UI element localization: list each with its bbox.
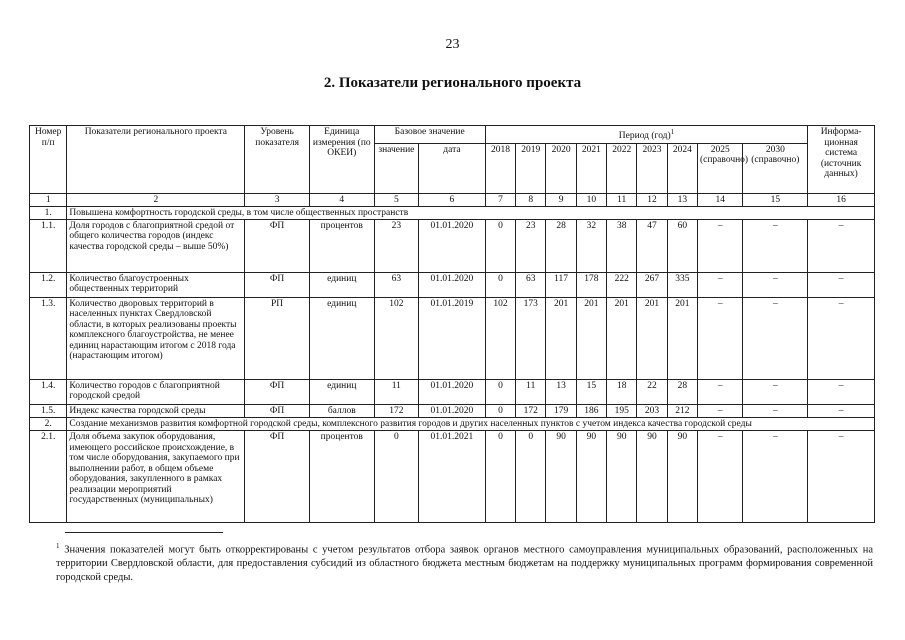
cell-y2019: 0 — [516, 431, 546, 523]
cell-y2030: – — [743, 219, 808, 272]
column-number: 9 — [546, 193, 576, 206]
cell-base-value: 172 — [374, 404, 418, 418]
cell-base-value: 63 — [374, 272, 418, 297]
indicator-name: Количество благоустроенных общественных территорий — [67, 272, 245, 297]
cell-level: ФП — [245, 379, 310, 404]
cell-y2022: 195 — [607, 404, 637, 418]
cell-unit: единиц — [309, 272, 374, 297]
cell-y2018: 102 — [485, 297, 515, 379]
cell-y2025: – — [697, 297, 742, 379]
column-number: 5 — [374, 193, 418, 206]
cell-level: ФП — [245, 272, 310, 297]
indicator-name: Доля городов с благоприятной средой от общего количества городов (индекс качества городской среды – выше 50%) — [67, 219, 245, 272]
footnote-number: 1 — [56, 542, 60, 550]
cell-y2022: 90 — [607, 431, 637, 523]
column-number: 1 — [30, 193, 67, 206]
cell-info: – — [808, 297, 875, 379]
cell-y2020: 90 — [546, 431, 576, 523]
cell-level: ФП — [245, 431, 310, 523]
section-title: Повышена комфортность городской среды, в том числе общественных пространств — [67, 206, 875, 219]
section-title: Создание механизмов развития комфортной городской среды, комплексного развития городов и других населенных пунктов с учетом индекса качества городской среды — [67, 418, 875, 431]
indicator-name: Количество дворовых территорий в населенных пунктах Свердловской области, в которых реализованы проекты комплексного благоустройства, не менее единиц нарастающим итогом с 2018 года (нарастающим итогом) — [67, 297, 245, 379]
footnote-text: Значения показателей могут быть откорректированы с учетом результатов отбора заявок органов местного самоуправления муниципальных образований, расположенных на территории Свердловской области, для предоставления субсидий из областного бюджета местным бюджетам на поддержку муниципальных программ формирования современной городской среды. — [56, 544, 873, 583]
cell-unit: процентов — [309, 219, 374, 272]
header-info: Информа-ционная система (источник данных) — [808, 126, 875, 194]
cell-y2018: 0 — [485, 272, 515, 297]
table-row — [30, 272, 875, 297]
header-year: 2021 — [576, 143, 606, 193]
header-year-2025: 2025 (справочно) — [697, 143, 742, 193]
cell-info: – — [808, 219, 875, 272]
cell-unit: баллов — [309, 404, 374, 418]
header-year-2030: 2030 (справочно) — [743, 143, 808, 193]
cell-y2019: 63 — [516, 272, 546, 297]
indicator-name: Индекс качества городской среды — [67, 404, 245, 418]
header-num: Номер п/п — [30, 126, 67, 194]
cell-base-date: 01.01.2020 — [419, 379, 486, 404]
cell-y2018: 0 — [485, 404, 515, 418]
cell-y2022: 38 — [607, 219, 637, 272]
section-num: 2. — [30, 418, 67, 431]
cell-y2021: 15 — [576, 379, 606, 404]
column-number: 13 — [667, 193, 697, 206]
column-number: 3 — [245, 193, 310, 206]
header-period-label: Период (год) — [618, 131, 671, 142]
cell-y2020: 201 — [546, 297, 576, 379]
cell-y2023: 203 — [637, 404, 667, 418]
table-body — [30, 193, 875, 523]
cell-y2030: – — [743, 379, 808, 404]
header-base-date: дата — [419, 143, 486, 193]
footnote-divider — [65, 532, 223, 533]
column-number: 10 — [576, 193, 606, 206]
cell-y2018: 0 — [485, 219, 515, 272]
cell-y2023: 90 — [637, 431, 667, 523]
cell-base-date: 01.01.2020 — [419, 219, 486, 272]
cell-num: 1.2. — [30, 272, 67, 297]
cell-y2019: 23 — [516, 219, 546, 272]
cell-base-value: 11 — [374, 379, 418, 404]
column-number: 12 — [637, 193, 667, 206]
cell-y2025: – — [697, 379, 742, 404]
cell-base-date: 01.01.2020 — [419, 404, 486, 418]
cell-y2030: – — [743, 297, 808, 379]
header-row-1 — [30, 126, 875, 144]
cell-y2021: 178 — [576, 272, 606, 297]
cell-y2030: – — [743, 272, 808, 297]
cell-y2025: – — [697, 219, 742, 272]
cell-unit: единиц — [309, 297, 374, 379]
header-base-value: значение — [374, 143, 418, 193]
section-row-1 — [30, 206, 875, 219]
header-year: 2018 — [485, 143, 515, 193]
cell-y2023: 267 — [637, 272, 667, 297]
column-number: 11 — [607, 193, 637, 206]
indicators-table — [29, 125, 875, 523]
cell-y2024: 201 — [667, 297, 697, 379]
column-number: 14 — [697, 193, 742, 206]
cell-y2023: 22 — [637, 379, 667, 404]
cell-y2019: 172 — [516, 404, 546, 418]
cell-y2024: 28 — [667, 379, 697, 404]
header-indicator: Показатели регионального проекта — [67, 126, 245, 194]
cell-base-date: 01.01.2021 — [419, 431, 486, 523]
cell-y2021: 186 — [576, 404, 606, 418]
cell-unit: процентов — [309, 431, 374, 523]
header-base: Базовое значение — [374, 126, 485, 144]
section-num: 1. — [30, 206, 67, 219]
cell-y2030: – — [743, 431, 808, 523]
header-period — [485, 126, 807, 144]
cell-base-date: 01.01.2020 — [419, 272, 486, 297]
cell-y2024: 90 — [667, 431, 697, 523]
cell-y2024: 212 — [667, 404, 697, 418]
cell-num: 1.3. — [30, 297, 67, 379]
cell-y2020: 13 — [546, 379, 576, 404]
header-year: 2020 — [546, 143, 576, 193]
cell-info: – — [808, 404, 875, 418]
cell-y2019: 11 — [516, 379, 546, 404]
table-row — [30, 404, 875, 418]
cell-y2024: 60 — [667, 219, 697, 272]
cell-base-date: 01.01.2019 — [419, 297, 486, 379]
header-year: 2019 — [516, 143, 546, 193]
column-numbers-row — [30, 193, 875, 206]
header-year: 2024 — [667, 143, 697, 193]
header-year: 2023 — [637, 143, 667, 193]
cell-unit: единиц — [309, 379, 374, 404]
column-number: 2 — [67, 193, 245, 206]
cell-y2021: 32 — [576, 219, 606, 272]
cell-y2019: 173 — [516, 297, 546, 379]
cell-level: РП — [245, 297, 310, 379]
page-title: 2. Показатели регионального проекта — [323, 75, 582, 91]
table-row — [30, 219, 875, 272]
cell-y2021: 201 — [576, 297, 606, 379]
cell-base-value: 0 — [374, 431, 418, 523]
table-row — [30, 431, 875, 523]
cell-y2021: 90 — [576, 431, 606, 523]
cell-y2022: 222 — [607, 272, 637, 297]
header-level: Уровень показателя — [245, 126, 310, 194]
cell-y2020: 117 — [546, 272, 576, 297]
cell-y2025: – — [697, 404, 742, 418]
cell-y2025: – — [697, 431, 742, 523]
column-number: 4 — [309, 193, 374, 206]
table-row — [30, 379, 875, 404]
column-number: 15 — [743, 193, 808, 206]
cell-num: 1.4. — [30, 379, 67, 404]
cell-base-value: 23 — [374, 219, 418, 272]
indicator-name: Количество городов с благоприятной городской средой — [67, 379, 245, 404]
cell-num: 1.5. — [30, 404, 67, 418]
section-row-2 — [30, 418, 875, 431]
cell-base-value: 102 — [374, 297, 418, 379]
header-year: 2022 — [607, 143, 637, 193]
indicator-name: Доля объема закупок оборудования, имеющего российское происхождение, в том числе оборудования, закупаемого при выполнении работ, в общем объеме оборудования, закупленного в рамках реализации мероприятий государственных (муниципальных) — [67, 431, 245, 523]
cell-y2020: 28 — [546, 219, 576, 272]
footnote-mark: 1 — [670, 128, 675, 136]
cell-num: 1.1. — [30, 219, 67, 272]
cell-y2023: 201 — [637, 297, 667, 379]
page-number: 23 — [445, 37, 460, 52]
cell-y2025: – — [697, 272, 742, 297]
cell-info: – — [808, 431, 875, 523]
cell-y2022: 18 — [607, 379, 637, 404]
cell-info: – — [808, 272, 875, 297]
cell-y2018: 0 — [485, 379, 515, 404]
table-row — [30, 297, 875, 379]
column-number: 8 — [516, 193, 546, 206]
cell-y2018: 0 — [485, 431, 515, 523]
cell-level: ФП — [245, 219, 310, 272]
cell-y2030: – — [743, 404, 808, 418]
footnote — [56, 540, 873, 584]
column-number: 16 — [808, 193, 875, 206]
cell-level: ФП — [245, 404, 310, 418]
cell-y2024: 335 — [667, 272, 697, 297]
cell-y2022: 201 — [607, 297, 637, 379]
column-number: 7 — [485, 193, 515, 206]
cell-num: 2.1. — [30, 431, 67, 523]
cell-y2020: 179 — [546, 404, 576, 418]
column-number: 6 — [419, 193, 486, 206]
cell-info: – — [808, 379, 875, 404]
cell-y2023: 47 — [637, 219, 667, 272]
header-unit: Единица измерения (по ОКЕИ) — [309, 126, 374, 194]
